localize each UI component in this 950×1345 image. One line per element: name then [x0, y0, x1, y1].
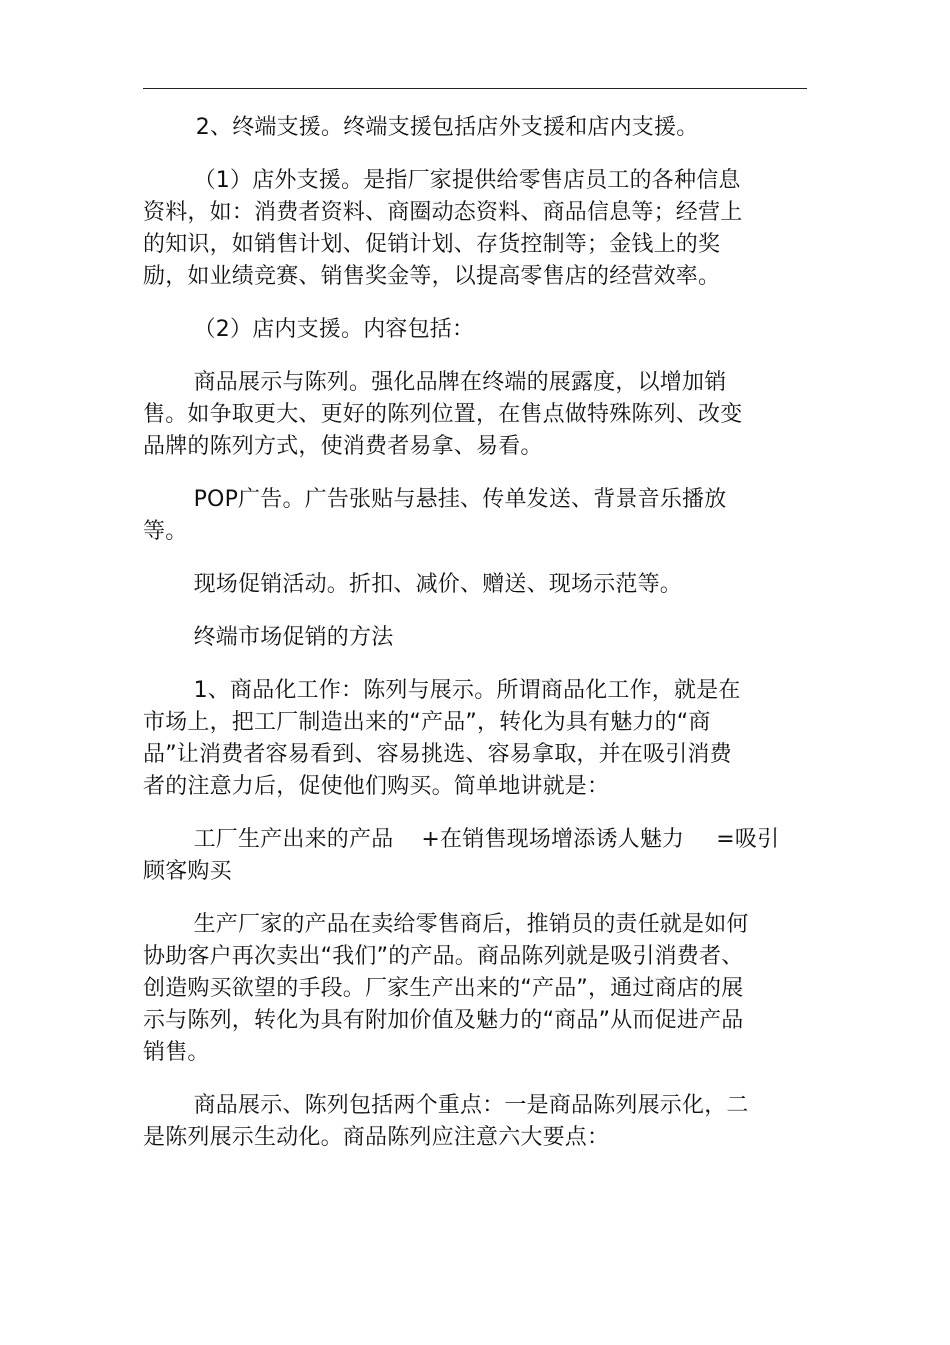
paragraph-key-points: 商品展示、陈列包括两个重点：一是商品陈列展示化，二是陈列展示生动化。商品陈列应注意六大要点： [143, 1093, 749, 1150]
paragraph-inside-support: （2）店内支援。内容包括： [193, 317, 475, 342]
section-heading: 终端市场促销的方法 [193, 625, 394, 650]
paragraph-display: 商品展示与陈列。强化品牌在终端的展露度，以增加销售。如争取更大、更好的陈列位置，在售点做特殊陈列、改变品牌的陈列方式，使消费者易拿、易看。 [143, 370, 743, 459]
paragraph-salesperson: 生产厂家的产品在卖给零售商后，推销员的责任就是如何协助客户再次卖出“我们”的产品。商品陈列就是吸引消费者、创造购买欲望的手段。厂家生产出来的“产品”，通过商店的展示与陈列，转化为具有附加价值及魅力的“商品”从而促进产品销售。 [143, 912, 749, 1065]
formula-part-1: 工厂生产出来的产品 [193, 827, 394, 852]
paragraph-outside-support: （1）店外支援。是指厂家提供给零售店员工的各种信息资料，如：消费者资料、商圈动态资料、商品信息等；经营上的知识，如销售计划、促销计划、存货控制等；金钱上的奖励，如业绩竞赛、销售奖金等，以提高零售店的经营效率。 [143, 168, 743, 289]
paragraph-promotion: 现场促销活动。折扣、减价、赠送、现场示范等。 [193, 572, 682, 597]
paragraph-merchandising: 1、商品化工作：陈列与展示。所谓商品化工作，就是在市场上，把工厂制造出来的“产品”，转化为具有魅力的“商品”让消费者容易看到、容易挑选、容易拿取，并在吸引消费者的注意力后，促使他们购买。简单地讲就是： [143, 678, 741, 799]
formula-part-2: +在销售现场增添诱人魅力 [421, 827, 685, 852]
document-body [143, 112, 780, 1175]
formula-part-3: =吸引顾客购买 [143, 827, 780, 884]
header-rule [143, 88, 807, 89]
paragraph-terminal-support: 2、终端支援。终端支援包括店外支援和店内支援。 [195, 115, 699, 140]
formula-line [143, 824, 783, 888]
paragraph-pop: POP广告。广告张贴与悬挂、传单发送、背景音乐播放等。 [143, 487, 727, 544]
